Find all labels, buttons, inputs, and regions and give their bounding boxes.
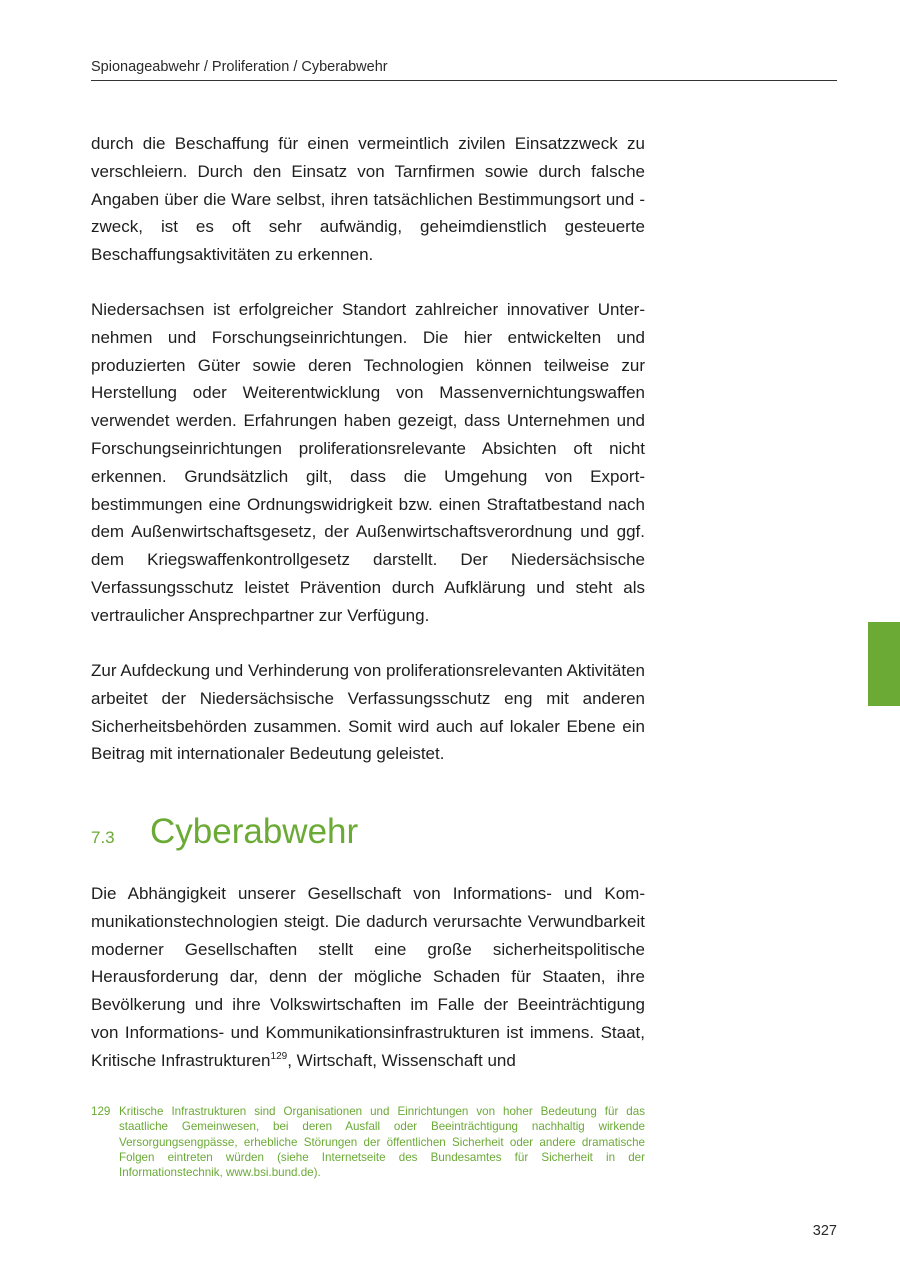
page-number: 327 — [812, 1223, 837, 1239]
footnote-text: Kritische Infrastrukturen sind Organisationen und Einrichtungen von hoher Bedeutung für das staatliche Gemeinwesen, bei deren Ausfall oder Beeinträchtigung nachhaltig wirkende Versorgungsengpässe, erhebliche Störungen der öffentlichen Sicherheit oder andere dramatische Folgen eintreten würden (siehe Internetseite des Bundesamtes für Sicherheit in der Informationstechnik, www.bsi.bund.de). — [119, 1105, 645, 1180]
body-paragraph-3: Zur Aufdeckung und Verhinderung von proliferationsrelevanten Aktivitäten arbeitet der Niedersächsische Verfassungsschutz eng mit anderen Sicherheitsbehörden zusammen. Somit wird auch auf lokaler Ebene ein Beitrag mit internationaler Bedeutung geleistet. — [91, 661, 645, 764]
footnote-reference[interactable]: 129 — [270, 1050, 288, 1062]
section-title: Cyberabwehr — [150, 812, 359, 851]
footnote — [91, 1104, 645, 1180]
section-number: 7.3 — [91, 828, 115, 847]
chapter-tab-marker — [868, 622, 900, 706]
section-paragraph-text: Die Abhängigkeit unserer Gesellschaft von Informations- und Kommunikationstechnologien steigt. Die dadurch verursachte Verwundbarkeit moderner Gesellschaften stellt eine große sicherheitspolitische Herausforderung dar, denn der mögliche Schaden für Staaten, ihre Bevölkerung und ihre Volkswirtschaften im Falle der Beeinträchtigung von Informations- und Kommunikationsinfrastrukturen ist immens. Staat, Kritische Infrastrukturen — [91, 884, 645, 1070]
footnote-number: 129 — [91, 1105, 111, 1118]
section-paragraph-text-end: , Wirtschaft, Wissenschaft und — [287, 1050, 516, 1070]
body-paragraph-1: durch die Beschaffung für einen vermeintlich zivilen Einsatzzweck zu verschleiern. Durch den Einsatz von Tarnfirmen sowie durch falsche Angaben über die Ware selbst, ihren tatsächlichen Bestimmungsort und -zweck, ist es oft sehr aufwändig, geheimdienstlich gesteuerte Beschaffungsaktivitäten zu erkennen. — [91, 134, 645, 265]
section-paragraph — [91, 880, 645, 1075]
section-heading — [91, 810, 645, 860]
body-paragraph-2: Niedersachsen ist erfolgreicher Standort zahlreicher innovativer Unternehmen und Forschungseinrichtungen. Die hier entwickelten und produzierten Güter sowie deren Technologien können teilweise zur Herstellung oder Weiterentwicklung von Massenvernichtungswaffen verwendet werden. Erfahrungen haben gezeigt, dass Unternehmen und Forschungseinrichtungen proliferationsrelevante Absichten oft nicht erkennen. Grundsätzlich gilt, dass die Umgehung von Exportbestimmungen eine Ordnungswidrigkeit bzw. einen Straftatbestand nach dem Außenwirtschaftsgesetz, der Außenwirtschaftsverordnung und ggf. dem Kriegswaffenkontrollgesetz darstellt. Der Niedersächsische Verfassungsschutz leistet Prävention durch Aufklärung und steht als vertraulicher Ansprechpartner zur Verfügung. — [91, 300, 645, 625]
running-header: Spionageabwehr / Proliferation / Cyberabwehr — [91, 58, 837, 81]
